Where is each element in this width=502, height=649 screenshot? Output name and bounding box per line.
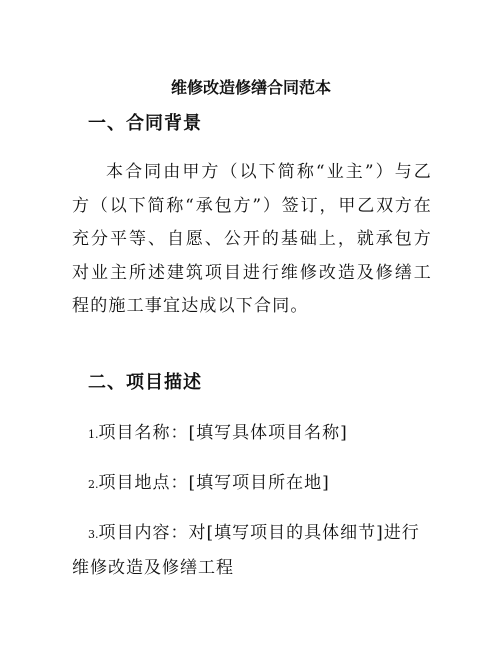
list-item-project-name — [88, 421, 348, 447]
list-number: 3. — [88, 528, 99, 541]
document-title: 维修改造修缮合同范本 — [170, 78, 331, 97]
list-number: 1. — [88, 428, 99, 441]
list-number: 2. — [88, 478, 99, 491]
list-item-text: 项目名称：[填写具体项目名称] — [98, 423, 348, 443]
list-item-project-content — [88, 521, 420, 547]
list-item-project-location — [88, 471, 330, 497]
list-item-text: 项目内容：对[填写项目的具体细节]进行 — [98, 523, 420, 543]
section-heading-background: 一、合同背景 — [88, 113, 202, 134]
section-heading-description: 二、项目描述 — [88, 372, 202, 393]
list-item-continuation: 维修改造及修缮工程 — [72, 558, 234, 578]
background-paragraph: 本合同由甲方（以下简称“业主”）与乙方（以下简称“承包方”）签订，甲乙双方在充分平等、自愿、公开的基础上，就承包方对业主所述建筑项目进行维修改造及修缮工程的施工事宜达成以下合同。 — [72, 162, 432, 316]
list-item-text: 项目地点：[填写项目所在地] — [98, 473, 330, 493]
